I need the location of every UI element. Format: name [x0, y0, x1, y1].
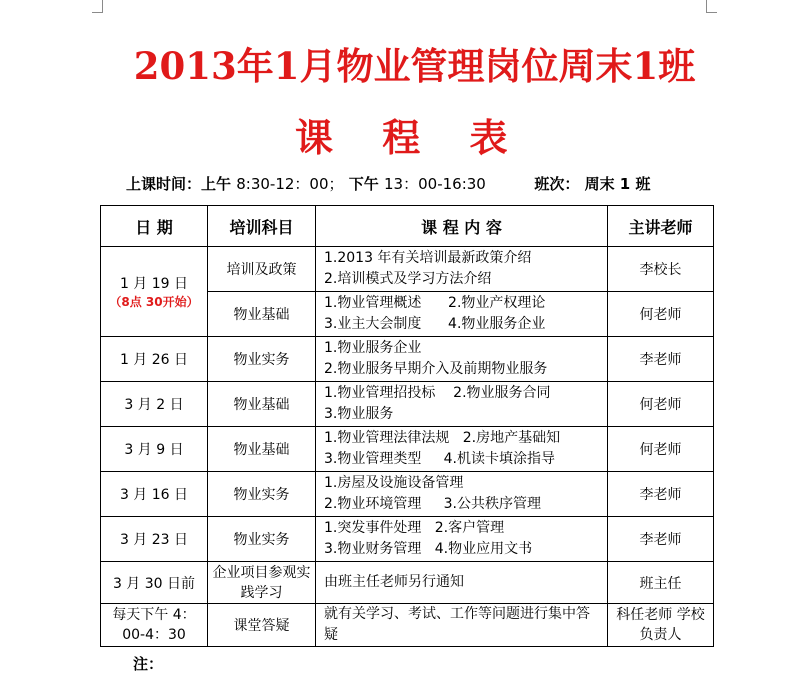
date-cell: 1 月 26 日 — [101, 337, 208, 382]
table-row — [101, 562, 714, 604]
header-content: 课 程 内 容 — [316, 206, 608, 247]
class-label: 班次： — [534, 175, 580, 193]
date-cell: 3 月 2 日 — [101, 382, 208, 427]
date-cell — [101, 247, 208, 337]
teacher-cell: 科任老师 学校负责人 — [608, 604, 714, 647]
header-subject: 培训科目 — [208, 206, 316, 247]
date-text: 1 月 19 日 — [119, 276, 189, 292]
time-am: 8:30-12：00； — [236, 175, 344, 193]
subject-cell: 课堂答疑 — [208, 604, 316, 647]
header-teacher: 主讲老师 — [608, 206, 714, 247]
teacher-cell: 班主任 — [608, 562, 714, 604]
teacher-cell: 李老师 — [608, 337, 714, 382]
date-cell: 3 月 23 日 — [101, 517, 208, 562]
content-cell — [316, 604, 608, 647]
subject-cell: 物业实务 — [208, 472, 316, 517]
content-line: 1.物业管理招投标 2.物业服务合同 — [324, 385, 551, 401]
content-line: 1.物业管理法律法规 2.房地产基础知 — [324, 430, 561, 446]
content-line: 1.2013 年有关培训最新政策介绍 — [324, 250, 532, 266]
date-cell: 3 月 30 日前 — [101, 562, 208, 604]
start-time-note: （8点 30开始） — [109, 295, 199, 309]
content-line: 1.突发事件处理 2.客户管理 — [324, 520, 505, 536]
teacher-cell: 李老师 — [608, 517, 714, 562]
table-row — [101, 337, 714, 382]
content-cell — [316, 562, 608, 604]
content-line: 1.物业服务企业 — [324, 340, 422, 356]
content-line: 1.房屋及设施设备管理 — [324, 475, 464, 491]
content-line: 1.物业管理概述 2.物业产权理论 — [324, 295, 546, 311]
teacher-cell: 李老师 — [608, 472, 714, 517]
content-cell — [316, 427, 608, 472]
teacher-cell: 何老师 — [608, 427, 714, 472]
content-cell — [316, 472, 608, 517]
subject-cell: 物业基础 — [208, 382, 316, 427]
table-row — [101, 517, 714, 562]
content-cell — [316, 382, 608, 427]
subject-cell: 物业基础 — [208, 427, 316, 472]
subject-cell: 物业实务 — [208, 337, 316, 382]
table-row — [101, 427, 714, 472]
subject-cell: 培训及政策 — [208, 247, 316, 292]
teacher-cell: 李校长 — [608, 247, 714, 292]
content-line: 3.业主大会制度 4.物业服务企业 — [324, 316, 546, 332]
content-line: 2.培训模式及学习方法介绍 — [324, 271, 492, 287]
subject-cell: 物业实务 — [208, 517, 316, 562]
header-date: 日 期 — [101, 206, 208, 247]
subject-cell: 企业项目参观实践学习 — [208, 562, 316, 604]
content-line: 3.物业服务 — [324, 406, 394, 422]
content-cell — [316, 292, 608, 337]
subject-cell: 物业基础 — [208, 292, 316, 337]
content-cell — [316, 337, 608, 382]
content-line: 就有关学习、考试、工作等问题进行集中答疑 — [324, 606, 590, 643]
time-label: 上课时间：上午 — [126, 175, 232, 193]
date-cell: 每天下午 4：00-4：30 — [101, 604, 208, 647]
content-cell — [316, 247, 608, 292]
table-row — [101, 382, 714, 427]
teacher-cell: 何老师 — [608, 382, 714, 427]
content-line: 3.物业财务管理 4.物业应用文书 — [324, 541, 533, 557]
page-corner-mark-right — [706, 0, 717, 13]
content-line: 由班主任老师另行通知 — [324, 574, 464, 590]
document-title: 2013年1月物业管理岗位周末1班 — [133, 44, 696, 88]
content-line: 2.物业环境管理 3.公共秩序管理 — [324, 496, 541, 512]
teacher-cell: 何老师 — [608, 292, 714, 337]
table-row — [101, 247, 714, 292]
time-pm-label: 下午 — [348, 175, 379, 193]
content-line: 2.物业服务早期介入及前期物业服务 — [324, 361, 548, 377]
content-cell — [316, 517, 608, 562]
time-pm: 13：00-16:30 — [384, 175, 486, 193]
class-time-line — [126, 173, 650, 194]
schedule-table — [100, 205, 714, 647]
table-row — [101, 604, 714, 647]
date-cell: 3 月 9 日 — [101, 427, 208, 472]
table-header-row — [101, 206, 714, 247]
class-value: 周末 1 班 — [584, 175, 651, 193]
page-corner-mark-left — [92, 0, 103, 13]
table-row — [101, 472, 714, 517]
notes-label: 注： — [133, 655, 164, 673]
content-line: 3.物业管理类型 4.机读卡填涂指导 — [324, 451, 555, 467]
document-subtitle: 课 程 表 — [295, 116, 526, 160]
date-cell: 3 月 16 日 — [101, 472, 208, 517]
